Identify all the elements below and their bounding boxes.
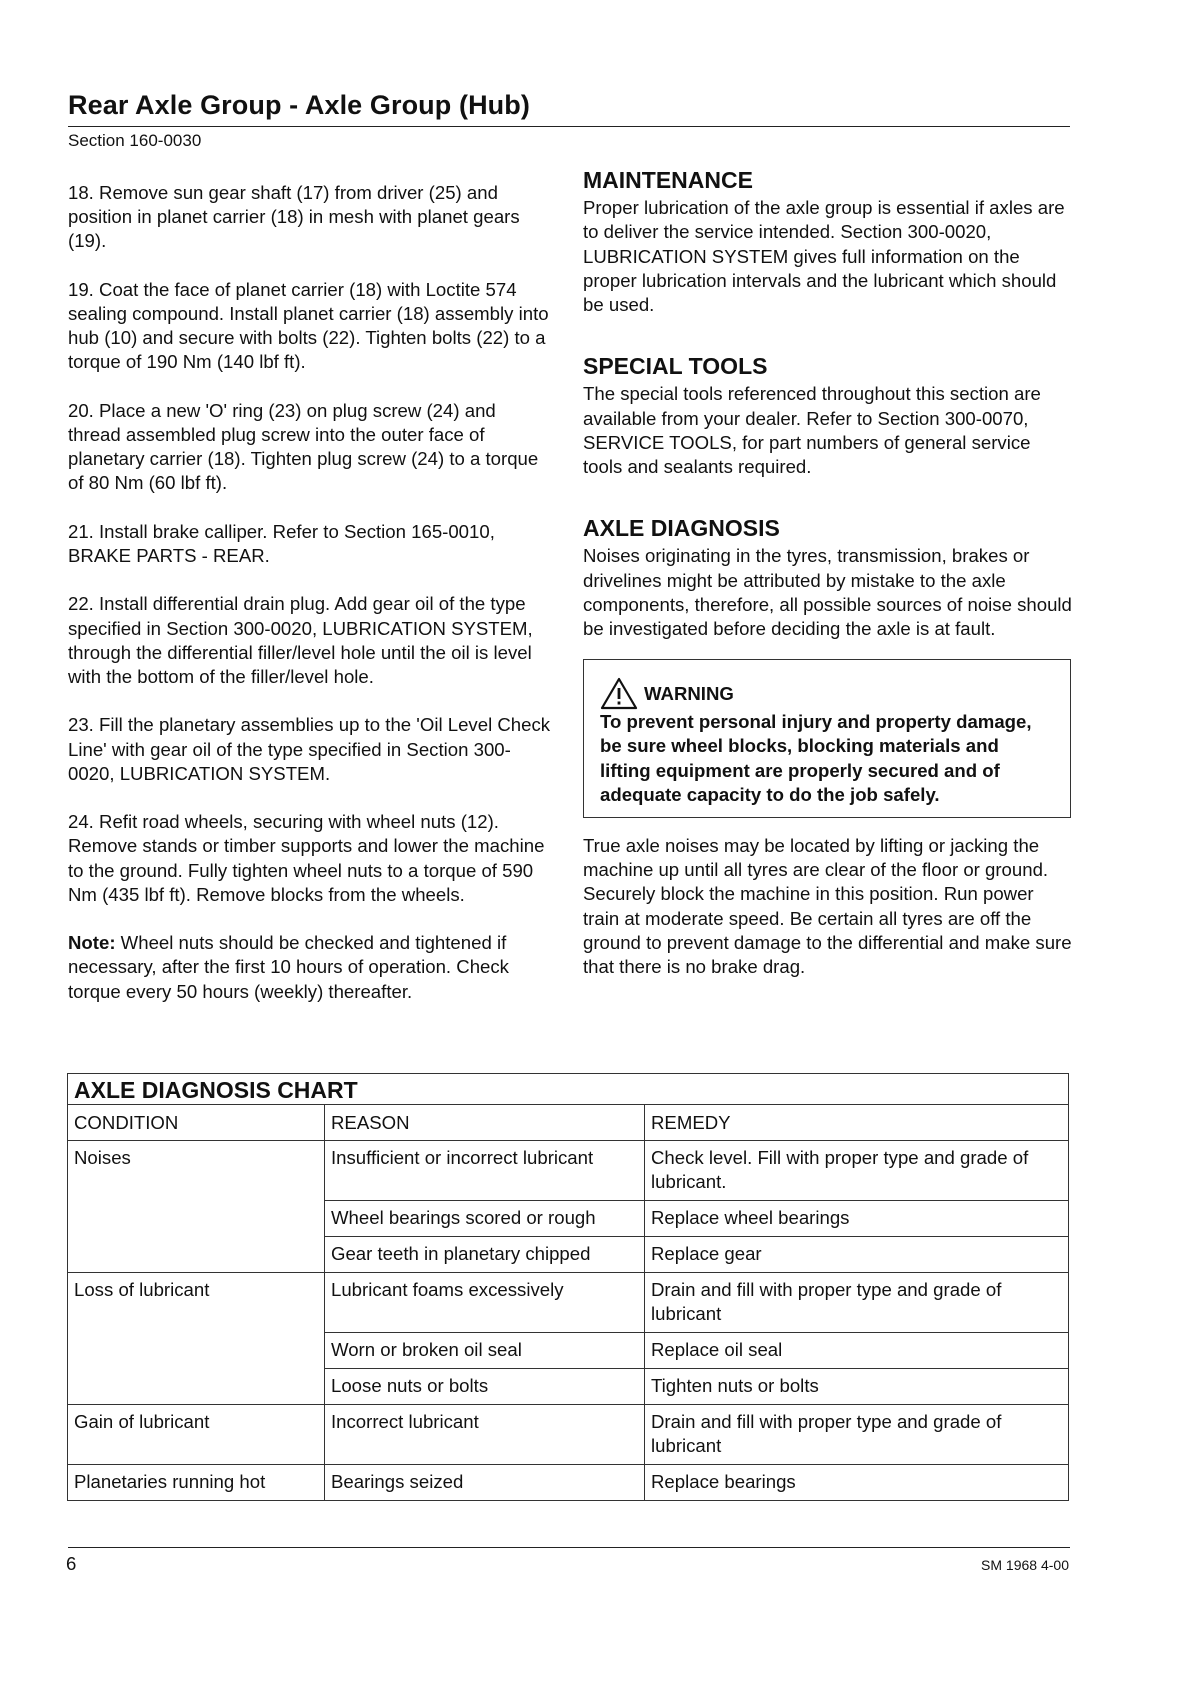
reason-cell: Lubricant foams excessively xyxy=(325,1273,645,1333)
axle-diagnosis-text: Noises originating in the tyres, transmission, brakes or drivelines might be attributed by mistake to the axle components, therefore, all possible sources of noise should be investigated before deciding the axle is at fault. xyxy=(583,545,1072,640)
step-21: 21. Install brake calliper. Refer to Section 165-0010, BRAKE PARTS - REAR. xyxy=(68,520,495,566)
reason-cell: Wheel bearings scored or rough xyxy=(325,1201,645,1237)
table-row xyxy=(68,1465,1069,1501)
reason-cell: Gear teeth in planetary chipped xyxy=(325,1237,645,1273)
axle-diagnosis-heading: AXLE DIAGNOSIS xyxy=(583,515,780,542)
warning-box xyxy=(583,659,1071,818)
chart-title-row xyxy=(68,1074,1069,1105)
remedy-cell: Check level. Fill with proper type and grade of lubricant. xyxy=(645,1141,1069,1201)
remedy-cell: Replace bearings xyxy=(645,1465,1069,1501)
axle-noise-procedure-text: True axle noises may be located by lifting or jacking the machine up until all tyres are clear of the floor or ground. Securely block the machine in this position. Run power train at moderate speed. Be certain all tyres are off the ground to prevent damage to the differential and make sure that there is no brake drag. xyxy=(583,835,1072,978)
note-text: Wheel nuts should be checked and tightened if necessary, after the first 10 hours of operation. Check torque every 50 hours (weekly) thereafter. xyxy=(68,932,509,1002)
special-tools-heading: SPECIAL TOOLS xyxy=(583,353,768,380)
chart-header-row xyxy=(68,1105,1069,1141)
condition-cell: Loss of lubricant xyxy=(68,1273,325,1405)
step-24: 24. Refit road wheels, securing with wheel nuts (12). Remove stands or timber supports and lower the machine to the ground. Fully tighten wheel nuts to a torque of 590 Nm (435 lbf ft). Remove blocks from the wheels. xyxy=(68,811,545,905)
step-18: 18. Remove sun gear shaft (17) from driver (25) and position in planet carrier (18) in mesh with planet gears (19). xyxy=(68,182,520,252)
table-row xyxy=(68,1405,1069,1465)
maintenance-heading: MAINTENANCE xyxy=(583,167,753,193)
footer-divider xyxy=(68,1547,1070,1548)
title-divider xyxy=(68,126,1070,127)
section-number: Section 160-0030 xyxy=(68,131,202,150)
right-column xyxy=(583,168,1073,979)
warning-triangle-icon xyxy=(600,677,638,710)
reason-cell: Incorrect lubricant xyxy=(325,1405,645,1465)
remedy-cell: Replace gear xyxy=(645,1237,1069,1273)
reason-cell: Bearings seized xyxy=(325,1465,645,1501)
page-number: 6 xyxy=(66,1553,77,1574)
warning-label: WARNING xyxy=(644,682,734,704)
left-column xyxy=(68,181,553,1028)
note-label: Note: xyxy=(68,932,116,954)
axle-diagnosis-chart xyxy=(67,1073,1069,1501)
note-paragraph xyxy=(68,931,553,1004)
step-23: 23. Fill the planetary assemblies up to the 'Oil Level Check Line' with gear oil of the type specified in Section 300-0020, LUBRICATION SYSTEM. xyxy=(68,714,551,784)
document-code: SM 1968 4-00 xyxy=(981,1557,1069,1573)
step-22: 22. Install differential drain plug. Add gear oil of the type specified in Section 300-0020, LUBRICATION SYSTEM, through the differential filler/level hole until the oil is level with the bottom of the filler/level hole. xyxy=(68,593,533,687)
condition-cell: Gain of lubricant xyxy=(68,1405,325,1465)
step-19: 19. Coat the face of planet carrier (18) with Loctite 574 sealing compound. Install planet carrier (18) assembly into hub (10) and secure with bolts (22). Tighten bolts (22) to a torque of 190 Nm (140 lbf ft). xyxy=(68,278,549,373)
column-header-remedy: REMEDY xyxy=(645,1105,1069,1141)
chart-title: AXLE DIAGNOSIS CHART xyxy=(68,1074,1069,1105)
warning-text: To prevent personal injury and property damage, be sure wheel blocks, blocking materials and lifting equipment are properly secured and of adequate capacity to do the job safely. xyxy=(600,711,1032,805)
remedy-cell: Tighten nuts or bolts xyxy=(645,1369,1069,1405)
remedy-cell: Drain and fill with proper type and grade of lubricant xyxy=(645,1405,1069,1465)
special-tools-text: The special tools referenced throughout this section are available from your dealer. Refer to Section 300-0070, SERVICE TOOLS, for part numbers of general service tools and sealants required. xyxy=(583,383,1041,478)
reason-cell: Loose nuts or bolts xyxy=(325,1369,645,1405)
table-row xyxy=(68,1273,1069,1333)
remedy-cell: Replace wheel bearings xyxy=(645,1201,1069,1237)
maintenance-text: Proper lubrication of the axle group is essential if axles are to deliver the service intended. Section 300-0020, LUBRICATION SYSTEM gives full information on the proper lubrication intervals and the lubricant which should be used. xyxy=(583,197,1065,316)
reason-cell: Insufficient or incorrect lubricant xyxy=(325,1141,645,1201)
remedy-cell: Replace oil seal xyxy=(645,1333,1069,1369)
page-title: Rear Axle Group - Axle Group (Hub) xyxy=(68,90,530,120)
remedy-cell: Drain and fill with proper type and grade of lubricant xyxy=(645,1273,1069,1333)
condition-cell: Noises xyxy=(68,1141,325,1273)
column-header-condition: CONDITION xyxy=(68,1105,325,1141)
column-header-reason: REASON xyxy=(325,1105,645,1141)
table-row xyxy=(68,1141,1069,1201)
condition-cell: Planetaries running hot xyxy=(68,1465,325,1501)
reason-cell: Worn or broken oil seal xyxy=(325,1333,645,1369)
step-20: 20. Place a new 'O' ring (23) on plug screw (24) and thread assembled plug screw into the outer face of planetary carrier (18). Tighten plug screw (24) to a torque of 80 Nm (60 lbf ft). xyxy=(68,399,539,494)
warning-header xyxy=(600,677,1054,710)
